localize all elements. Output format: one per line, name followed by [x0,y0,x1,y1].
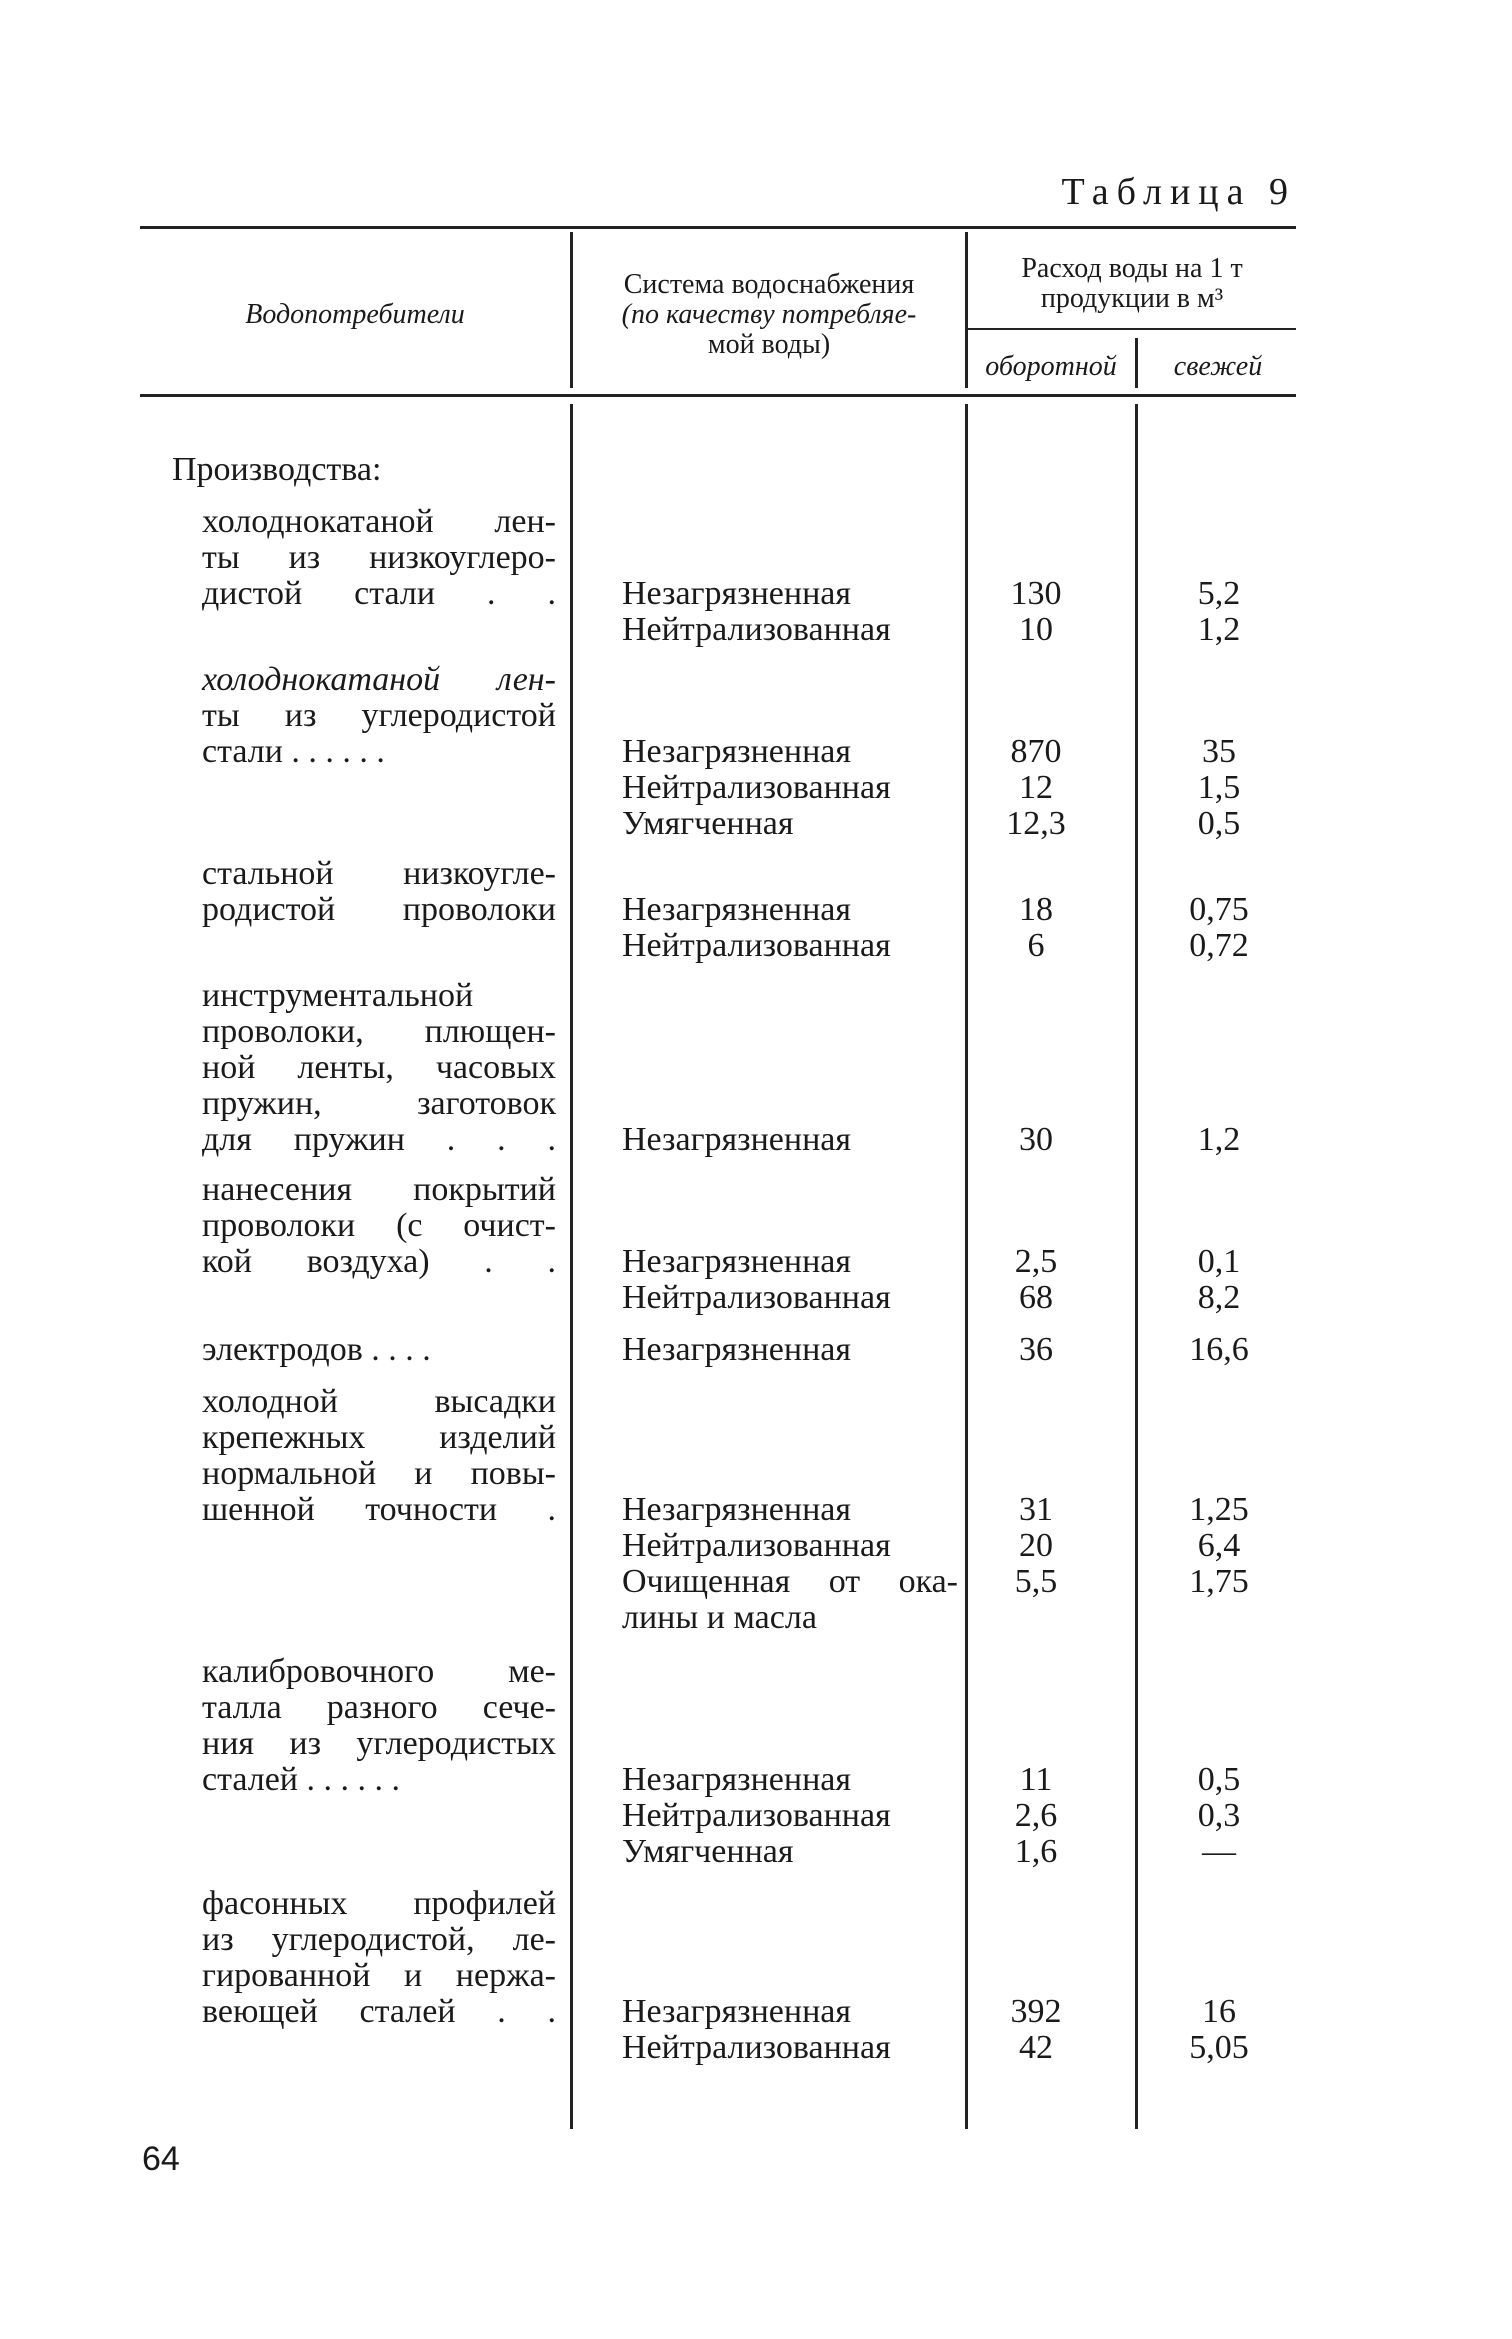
row-system: Нейтрализованная [622,611,891,648]
row-name-line: шенной точности . [202,1491,556,1528]
row-fresh-value: 0,1 [1197,1243,1241,1280]
row-fresh-value: 16 [1202,1993,1236,2030]
row-system: Нейтрализованная [622,927,891,964]
row-fresh-value: 8,2 [1197,1279,1241,1316]
row-recycled-value: 68 [1019,1279,1053,1316]
header-fresh: свежей [1173,351,1263,382]
row-recycled-value: 12 [1019,769,1053,806]
row-name-line: фасонных профилей [202,1885,556,1922]
row-name-line: проволоки (с очист- [202,1207,556,1244]
row-name-line: ты из углеродистой [202,697,556,734]
row-fresh-value: 5,05 [1189,2029,1249,2066]
row-recycled-value: 42 [1019,2029,1053,2066]
row-system: Незагрязненная [622,1491,852,1528]
column-divider-1-body [570,404,573,2129]
row-system: Незагрязненная [622,1993,852,2030]
row-system: Нейтрализованная [622,2029,891,2066]
row-system: Нейтрализованная [622,1797,891,1834]
row-name-line: ной ленты, часовых [202,1049,556,1086]
row-recycled-value: 5,5 [1014,1563,1058,1600]
row-name-line: для пружин . . . [202,1121,556,1158]
row-fresh-value: 0,5 [1197,805,1241,842]
row-fresh-value: 1,2 [1197,1121,1241,1158]
row-name-line: ния из углеродистых [202,1725,556,1762]
row-name-line: холоднокатаной лен- [202,661,556,698]
row-name-line: пружин, заготовок [202,1085,556,1122]
row-fresh-value: 5,2 [1197,575,1241,612]
row-name-line: кой воздуха) . . [202,1243,556,1280]
section-title: Производства: [172,451,382,488]
row-name-line: холодной высадки [202,1383,556,1420]
row-fresh-value: 1,5 [1197,769,1241,806]
header-water-consumption-line: Расход воды на 1 т [1021,253,1243,284]
header-recycled: оборотной [985,351,1117,382]
row-name-line: крепежных изделий [202,1419,556,1456]
row-recycled-value: 6 [1027,927,1045,964]
row-name-line: стали . . . . . . [202,733,385,770]
row-fresh-value: 1,75 [1189,1563,1249,1600]
row-name-line: проволоки, плющен- [202,1013,556,1050]
row-name-line: дистой стали . . [202,575,556,612]
column-divider-3 [1135,338,1138,388]
row-fresh-value: 35 [1202,733,1236,770]
row-fresh-value: 0,72 [1189,927,1249,964]
row-recycled-value: 2,5 [1014,1243,1058,1280]
row-fresh-value: 16,6 [1189,1331,1249,1368]
row-system: Незагрязненная [622,1243,852,1280]
row-system: Незагрязненная [622,1331,852,1368]
row-system: Незагрязненная [622,575,852,612]
row-fresh-value: — [1202,1833,1236,1870]
row-recycled-value: 2,6 [1014,1797,1058,1834]
row-name-line: сталей . . . . . . [202,1761,401,1798]
row-name-line: инструментальной [202,977,474,1014]
row-recycled-value: 36 [1019,1331,1053,1368]
page-number: 64 [142,2140,180,2178]
header-water-consumption-line: продукции в м³ [1040,283,1224,314]
row-recycled-value: 10 [1019,611,1053,648]
table-top-rule [140,226,1296,229]
row-system: лины и масла [622,1599,817,1636]
row-name-line: нанесения покрытий [202,1171,556,1208]
row-system: Незагрязненная [622,1121,852,1158]
row-system: Нейтрализованная [622,1279,891,1316]
row-system: Умягченная [622,805,794,842]
row-system: Нейтрализованная [622,1527,891,1564]
column-divider-1 [570,232,573,388]
row-name-line: из углеродистой, ле- [202,1921,556,1958]
row-recycled-value: 30 [1019,1121,1053,1158]
header-consumers: Водопотребители [245,299,465,330]
row-system: Незагрязненная [622,733,852,770]
row-fresh-value: 0,3 [1197,1797,1241,1834]
row-fresh-value: 1,25 [1189,1491,1249,1528]
row-name-line: стальной низкоугле- [202,855,556,892]
row-recycled-value: 11 [1019,1761,1053,1798]
row-system: Незагрязненная [622,891,852,928]
row-fresh-value: 0,75 [1189,891,1249,928]
row-name-line: родистой проволоки [202,891,556,928]
header-supply-system-line: (по качеству потребляе- [621,299,917,330]
row-recycled-value: 392 [1010,1993,1062,2030]
row-name-line: электродов . . . . [202,1331,431,1368]
row-name-line: гированной и нержа- [202,1957,556,1994]
row-system: Очищенная от ока- [622,1563,958,1600]
row-fresh-value: 1,2 [1197,611,1241,648]
row-recycled-value: 130 [1010,575,1062,612]
header-supply-system [578,270,960,360]
row-name-line: веющей сталей . . [202,1993,556,2030]
header-subdivider-rule [967,328,1296,330]
row-recycled-value: 1,6 [1014,1833,1058,1870]
row-system: Незагрязненная [622,1761,852,1798]
row-system: Нейтрализованная [622,769,891,806]
row-recycled-value: 31 [1019,1491,1053,1528]
row-fresh-value: 0,5 [1197,1761,1241,1798]
row-recycled-value: 870 [1010,733,1062,770]
row-name-line: калибровочного ме- [202,1653,556,1690]
header-bottom-rule [140,394,1296,397]
row-name-line: ты из низкоуглеро- [202,539,556,576]
row-recycled-value: 12,3 [1006,805,1066,842]
table-caption: Таблица 9 [1061,171,1296,213]
header-supply-system-line: мой воды) [707,329,831,360]
row-fresh-value: 6,4 [1197,1527,1241,1564]
row-name-line: холоднокатаной лен- [202,503,556,540]
row-name-line: талла разного сече- [202,1689,556,1726]
row-recycled-value: 18 [1019,891,1053,928]
row-recycled-value: 20 [1019,1527,1053,1564]
header-water-consumption [972,254,1292,314]
row-system: Умягченная [622,1833,794,1870]
row-name-line: нормальной и повы- [202,1455,556,1492]
header-supply-system-line: Система водоснабжения [623,269,915,300]
